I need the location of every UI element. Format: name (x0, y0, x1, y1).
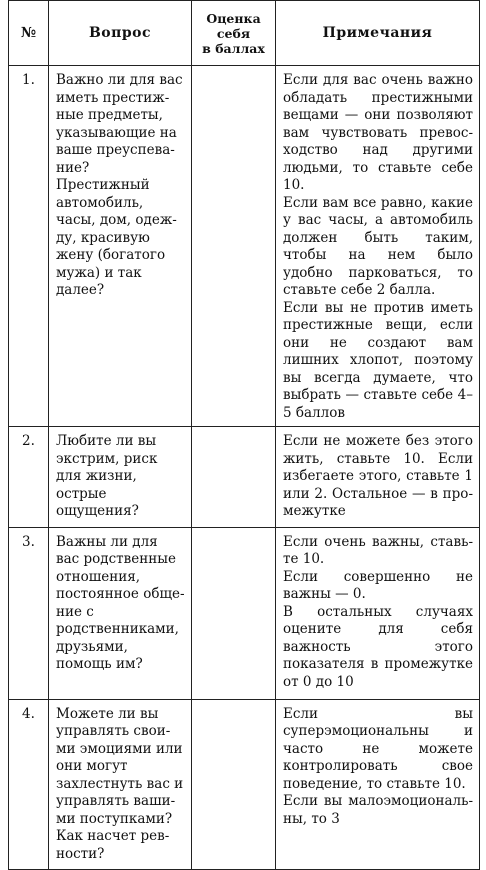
table-row (9, 699, 480, 870)
row-notes (276, 427, 480, 528)
row-number: 1. (9, 66, 49, 427)
row-notes (276, 527, 480, 699)
note-text: Если вы не против иметь престижные вещи, если они не создают вам лишних хлопот, поэтому вы всегда думаете, что выбрать — ставьте себе 4–5 баллов (283, 299, 473, 421)
question-text: Любите ли вы экстрим, риск для жизни, острые ощущения? (56, 433, 158, 519)
header-number: № (9, 1, 49, 66)
header-score-line1: Оценка (206, 10, 261, 26)
note-text: Если не можете без этого жить, ставьте 10. Если избегаете этого, ставьте 1 или 2. Остальное — в промежутке (283, 433, 473, 519)
header-row (9, 1, 480, 66)
score-cell[interactable] (192, 527, 276, 699)
note-text: Если совершенно не важны — 0. (283, 568, 473, 602)
row-number: 2. (9, 427, 49, 528)
score-cell[interactable] (192, 699, 276, 870)
table-row (9, 66, 480, 427)
note-text: Если для вас очень важно обладать престижными вещами — они позволяют вам чувствовать превосходство над другими людьми, то ставьте себе 10. (283, 72, 473, 193)
note-text: Если вы суперэмоциональны и часто не можете контролировать свое поведение, то ставьте 10. (283, 705, 473, 792)
table-row (9, 527, 480, 699)
header-notes: Примечания (276, 1, 480, 66)
note-text: Если очень важны, ставьте 10. (283, 533, 473, 567)
header-score-line2: себя (216, 25, 251, 41)
question-text: Важно ли для вас иметь престижные предметы, указывающие на ваше преуспевание? (56, 72, 183, 176)
question-text: Можете ли вы управлять своими эмоциями или они могут захлестнуть вас и управлять вашими поступками? Как насчет ревности? (56, 705, 184, 862)
row-question (49, 66, 192, 427)
row-notes (276, 66, 480, 427)
score-cell[interactable] (192, 427, 276, 528)
row-notes (276, 699, 480, 870)
header-score-line3: в баллах (202, 40, 265, 56)
row-number: 4. (9, 699, 49, 870)
score-cell[interactable] (192, 66, 276, 427)
row-question (49, 699, 192, 870)
note-text: В остальных случаях оцените для себя важность этого показателя в промежутке от 0 до 10 (283, 603, 473, 690)
questionnaire-table (8, 0, 480, 870)
note-text: Если вам все равно, какие у вас часы, а автомобиль должен быть таким, чтобы на нем было удобно парковаться, то ставьте себе 2 балла. (283, 194, 473, 298)
row-question (49, 427, 192, 528)
note-text: Если вы малоэмоциональны, то 3 (283, 793, 473, 827)
header-question: Вопрос (49, 1, 192, 66)
question-text: Важны ли для вас родственные отношения, постоянное общение с родственниками, друзьями, помощь им? (56, 533, 185, 672)
row-question (49, 527, 192, 699)
header-score (192, 1, 276, 66)
row-number: 3. (9, 527, 49, 699)
page (8, 0, 479, 862)
question-text: Престижный автомобиль, часы, дом, одежду, красивую жену (богатого мужа) и так далее? (56, 177, 177, 298)
table-row (9, 427, 480, 528)
